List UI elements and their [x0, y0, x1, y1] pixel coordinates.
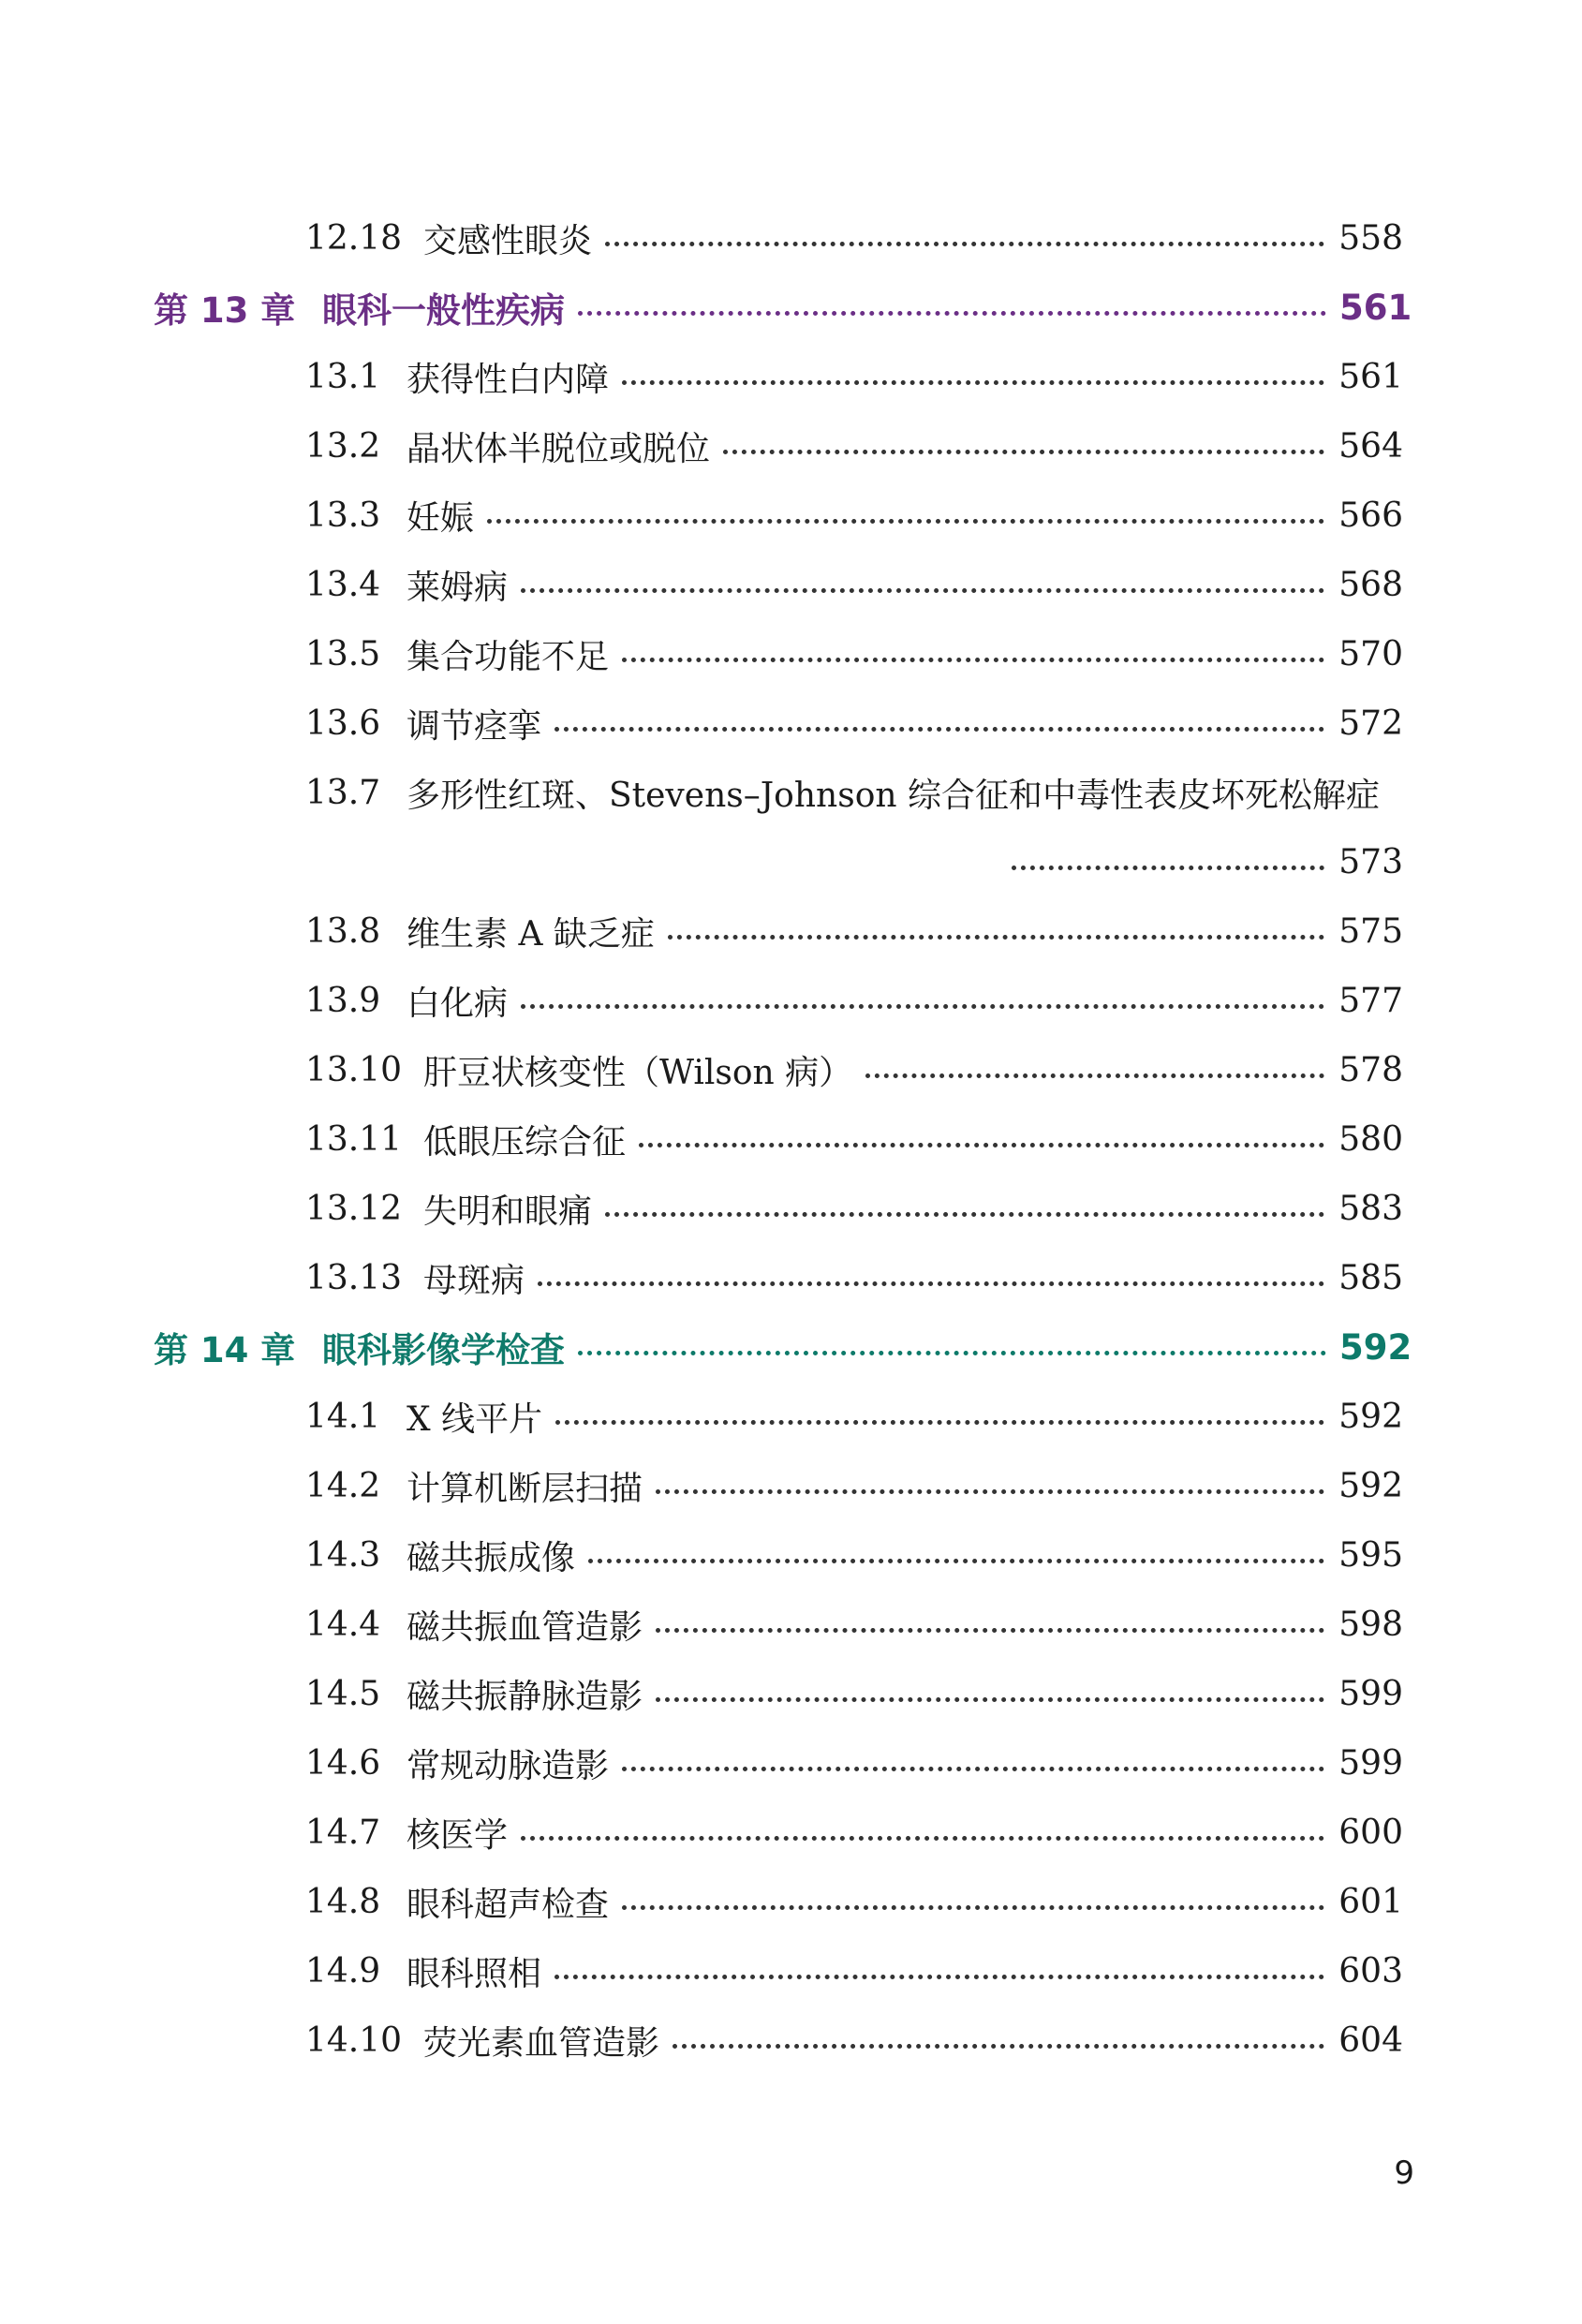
dot-leader	[622, 1767, 1324, 1771]
dot-leader	[656, 1489, 1324, 1494]
section-title: 眼科照相	[407, 1954, 542, 1993]
page-ref: 575	[1338, 911, 1403, 951]
page-ref: 600	[1338, 1813, 1403, 1852]
section-title: 眼科超声检查	[407, 1885, 610, 1924]
page-ref: 598	[1338, 1605, 1403, 1644]
section-number: 13.6	[305, 703, 381, 743]
toc-entry[interactable]	[305, 1804, 1403, 1860]
section-number: 14.9	[305, 1951, 381, 1991]
section-number: 14.8	[305, 1882, 381, 1921]
section-title: 荧光素血管造影	[423, 2023, 660, 2063]
dot-leader	[578, 311, 1326, 316]
section-number: 13.9	[305, 981, 381, 1020]
page-ref: 592	[1339, 1326, 1412, 1368]
toc-entry[interactable]	[305, 1873, 1403, 1930]
toc-entry[interactable]	[305, 210, 1403, 266]
section-number: 13.1	[305, 357, 381, 396]
section-title: 常规动脉造影	[407, 1746, 610, 1785]
toc-entry[interactable]	[305, 348, 1403, 405]
page-ref: 573	[1338, 842, 1403, 881]
chapter-title: 眼科影像学检查	[322, 1330, 565, 1370]
section-title: 调节痉挛	[407, 706, 542, 746]
dot-leader	[723, 450, 1324, 454]
toc-entry[interactable]	[305, 1250, 1403, 1306]
page-ref: 570	[1338, 634, 1403, 674]
dot-leader	[538, 1281, 1324, 1286]
toc-entry[interactable]	[305, 556, 1403, 613]
section-title: 交感性眼炎	[423, 221, 593, 260]
section-title: 磁共振静脉造影	[407, 1677, 643, 1716]
section-title: 集合功能不足	[407, 637, 610, 676]
dot-leader	[622, 380, 1324, 385]
page-ref: 604	[1338, 2021, 1403, 2060]
section-number: 14.3	[305, 1535, 381, 1575]
dot-leader	[622, 658, 1324, 662]
chapter-title: 眼科一般性疾病	[322, 290, 565, 331]
section-title: 晶状体半脱位或脱位	[407, 429, 711, 468]
page-ref: 595	[1338, 1535, 1403, 1575]
section-number: 13.12	[305, 1189, 403, 1228]
section-title: 白化病	[407, 984, 509, 1023]
page-ref: 603	[1338, 1951, 1403, 1991]
dot-leader	[521, 588, 1324, 593]
section-number: 14.2	[305, 1466, 381, 1505]
toc-entry[interactable]	[305, 1458, 1403, 1514]
page-ref: 601	[1338, 1882, 1403, 1921]
page-ref: 572	[1338, 703, 1403, 743]
dot-leader	[578, 1351, 1326, 1355]
toc-entry[interactable]	[305, 1388, 1403, 1444]
dot-leader	[622, 1905, 1324, 1910]
toc-entry-continuation	[1012, 834, 1403, 890]
section-number: 13.8	[305, 911, 381, 951]
page-ref: 585	[1338, 1258, 1403, 1297]
toc-entry[interactable]	[305, 418, 1403, 474]
section-number: 13.13	[305, 1258, 403, 1297]
section-title: 磁共振成像	[407, 1538, 576, 1577]
section-title: 肝豆状核变性（Wilson 病）	[423, 1053, 853, 1092]
page-ref: 592	[1338, 1466, 1403, 1505]
toc-entry[interactable]	[305, 1943, 1403, 1999]
section-title: 低眼压综合征	[423, 1122, 627, 1162]
section-title: 维生素 A 缺乏症	[407, 914, 655, 954]
dot-leader	[554, 1975, 1324, 1979]
page-ref: 578	[1338, 1050, 1403, 1089]
toc-entry[interactable]	[305, 2012, 1403, 2068]
section-title: X 线平片	[407, 1399, 543, 1439]
dot-leader	[639, 1143, 1324, 1147]
section-title: 计算机断层扫描	[407, 1469, 643, 1508]
section-number: 13.4	[305, 565, 381, 604]
page-ref: 592	[1338, 1397, 1403, 1436]
toc-entry[interactable]	[305, 695, 1403, 751]
section-title: 多形性红斑、Stevens–Johnson 综合征和中毒性表皮坏死松解症	[407, 776, 1380, 815]
section-number: 14.4	[305, 1605, 381, 1644]
toc-entry[interactable]	[305, 1180, 1403, 1236]
dot-leader	[605, 242, 1324, 246]
section-title: 核医学	[407, 1815, 509, 1855]
toc-entry[interactable]	[305, 972, 1403, 1029]
dot-leader	[1012, 866, 1324, 870]
page-ref: 561	[1339, 287, 1412, 328]
page-ref: 580	[1338, 1119, 1403, 1159]
section-title: 磁共振血管造影	[407, 1607, 643, 1647]
page-ref: 558	[1338, 218, 1403, 258]
dot-leader	[656, 1628, 1324, 1633]
dot-leader	[521, 1004, 1324, 1009]
dot-leader	[668, 935, 1324, 940]
toc-entry[interactable]	[305, 1735, 1403, 1791]
toc-entry[interactable]	[305, 1596, 1403, 1652]
section-title: 失明和眼痛	[423, 1192, 593, 1231]
section-title: 妊娠	[407, 498, 475, 538]
chapter-number: 第 14 章	[154, 1330, 296, 1370]
page-ref: 599	[1338, 1743, 1403, 1783]
section-number: 13.5	[305, 634, 381, 674]
toc-entry[interactable]	[305, 487, 1403, 543]
toc-entry[interactable]	[305, 1042, 1403, 1098]
dot-leader	[554, 727, 1324, 732]
page-ref: 577	[1338, 981, 1403, 1020]
toc-entry[interactable]	[305, 1527, 1403, 1583]
chapter-number: 第 13 章	[154, 290, 296, 331]
section-number: 12.18	[305, 218, 403, 258]
dot-leader	[673, 2044, 1324, 2049]
dot-leader	[555, 1420, 1324, 1425]
section-number: 13.11	[305, 1119, 403, 1159]
page-ref: 566	[1338, 496, 1403, 535]
section-number: 14.1	[305, 1397, 381, 1436]
page-ref: 561	[1338, 357, 1403, 396]
toc-entry[interactable]	[305, 903, 1403, 959]
section-number: 13.3	[305, 496, 381, 535]
section-title: 获得性白内障	[407, 360, 610, 399]
toc-entry[interactable]	[305, 1111, 1403, 1167]
dot-leader	[487, 519, 1324, 524]
dot-leader	[588, 1559, 1324, 1563]
section-number: 14.6	[305, 1743, 381, 1783]
section-number: 14.7	[305, 1813, 381, 1852]
section-number: 13.2	[305, 426, 381, 466]
chapter-heading[interactable]	[154, 1319, 1412, 1375]
dot-leader	[605, 1212, 1324, 1217]
dot-leader	[521, 1836, 1324, 1841]
page-number: 9	[1394, 2154, 1414, 2192]
section-title: 莱姆病	[407, 568, 509, 607]
section-title: 母斑病	[423, 1261, 525, 1300]
toc-entry[interactable]	[305, 764, 1403, 821]
dot-leader	[865, 1073, 1324, 1078]
page-ref: 564	[1338, 426, 1403, 466]
section-number: 13.7	[305, 773, 381, 812]
section-number: 14.10	[305, 2021, 403, 2060]
dot-leader	[656, 1697, 1324, 1702]
section-number: 14.5	[305, 1674, 381, 1713]
toc-entry[interactable]	[305, 1665, 1403, 1722]
page-ref: 568	[1338, 565, 1403, 604]
page-ref: 583	[1338, 1189, 1403, 1228]
page-ref: 599	[1338, 1674, 1403, 1713]
toc-entry[interactable]	[305, 626, 1403, 682]
chapter-heading[interactable]	[154, 279, 1412, 335]
section-number: 13.10	[305, 1050, 403, 1089]
